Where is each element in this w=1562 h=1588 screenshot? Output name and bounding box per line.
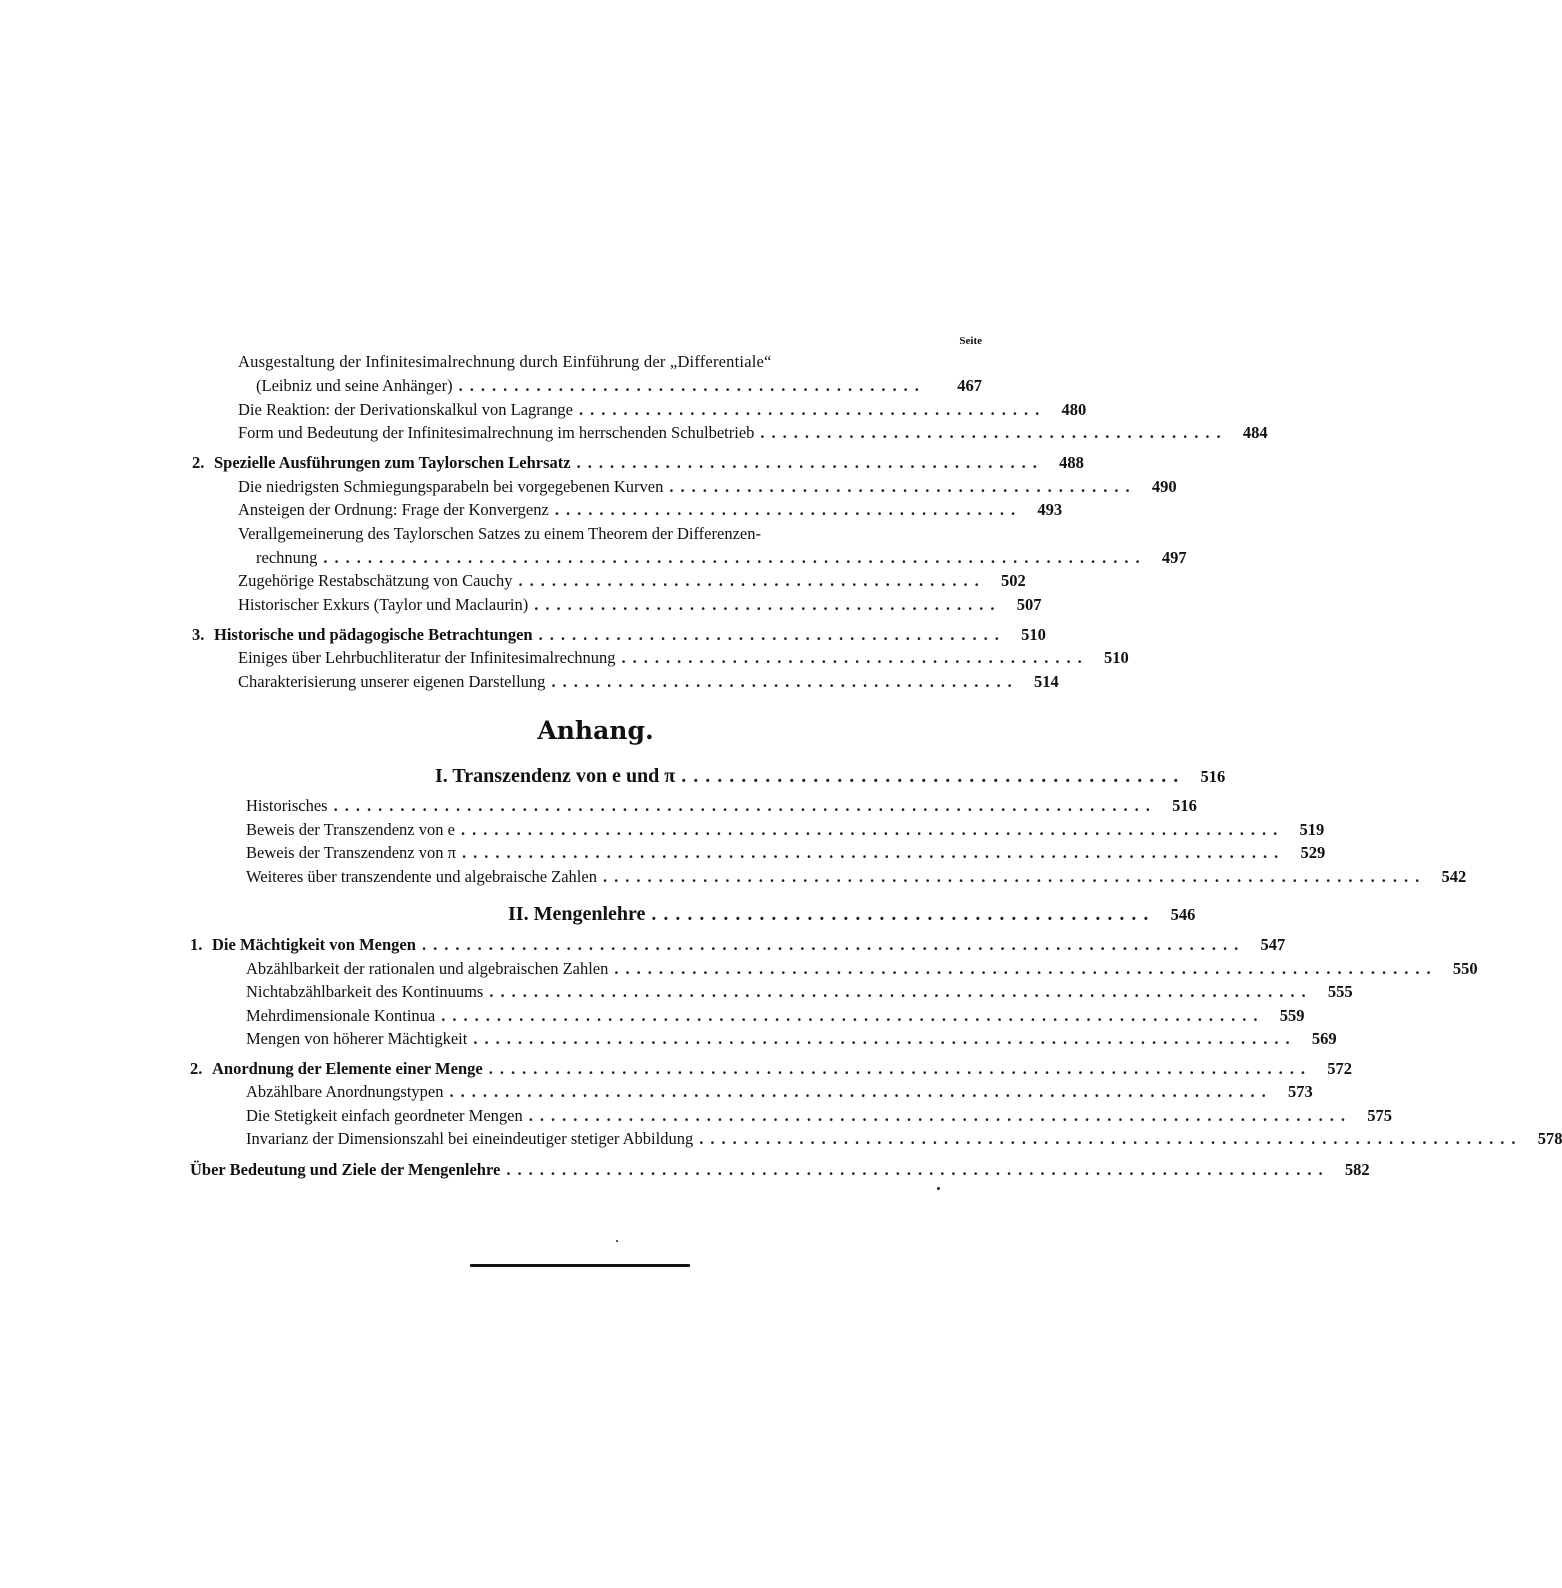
leader-dots: ..........................................: [538, 625, 1006, 644]
toc-entry-title: Über Bedeutung und Ziele der Mengenlehre: [190, 1160, 501, 1179]
toc-entry-number: 3.: [192, 625, 205, 644]
toc-entry-page: 510: [1021, 625, 1046, 644]
toc-entry-page: 510: [1104, 648, 1129, 667]
toc-entry-title: Historischer Exkurs (Taylor und Maclaurin): [238, 595, 529, 614]
section-heading-title: II. Mengenlehre: [508, 903, 646, 925]
toc-entry-page: 569: [1311, 1029, 1337, 1048]
toc-entry-title: Form und Bedeutung der Infinitesimalrechnung im herrschenden Schulbetrieb: [238, 423, 755, 442]
toc-entry: [246, 867, 1467, 887]
toc-entry-page: 490: [1151, 477, 1177, 496]
toc-entry: [246, 1129, 1562, 1149]
toc-entry-page: 493: [1037, 500, 1063, 519]
toc-entry-section: [192, 625, 1046, 645]
toc-entry-page: 484: [1242, 423, 1268, 442]
leader-dots: ..........................................: [760, 423, 1228, 442]
leader-dots: ..........................................................................: [449, 1082, 1273, 1101]
leader-dots: ..........................................: [551, 672, 1019, 691]
toc-entry: [238, 423, 1268, 443]
toc-entry-title: Abzählbare Anordnungstypen: [246, 1082, 444, 1101]
toc-entry-section: [190, 1059, 1352, 1079]
toc-entry-title: Ansteigen der Ordnung: Frage der Konvergenz: [238, 500, 549, 519]
toc-entry: [246, 1106, 1392, 1126]
toc-entry-section: [192, 453, 1084, 473]
toc-entry: [238, 400, 1087, 420]
toc-entry: [238, 571, 1026, 591]
toc-entry: [238, 524, 982, 544]
toc-entry-page: 502: [1000, 571, 1026, 590]
toc-entry: [246, 982, 1353, 1002]
leader-dots: ..........................................................................: [488, 1059, 1312, 1078]
section-heading-page: 516: [1200, 767, 1226, 786]
leader-dots: ..........................................: [518, 571, 986, 590]
leader-dots: ..........................................: [578, 400, 1047, 419]
toc-entry-title: Mengen von höherer Mächtigkeit: [246, 1029, 468, 1048]
leader-dots: ..........................................: [669, 477, 1137, 496]
toc-entry: [246, 843, 1326, 863]
toc-entry-title: Die niedrigsten Schmiegungsparabeln bei vorgegebenen Kurven: [238, 477, 664, 496]
leader-dots: ..........................................................................: [506, 1160, 1330, 1179]
section-heading-title: I. Transzendenz von e und π: [435, 765, 676, 787]
toc-entry-page: 516: [1172, 796, 1197, 815]
toc-entry-page: 573: [1288, 1082, 1313, 1101]
toc-entry-page: 507: [1016, 595, 1042, 614]
toc-entry: [256, 548, 1187, 568]
toc-entry: [238, 672, 1059, 692]
toc-entry-title: Invarianz der Dimensionszahl bei eineindeutiger stetiger Abbildung: [246, 1129, 694, 1148]
leader-dots: ..........................................: [534, 595, 1002, 614]
toc-entry-page: 529: [1300, 843, 1326, 862]
toc-entry-title: Spezielle Ausführungen zum Taylorschen Lehrsatz: [214, 453, 571, 472]
toc-entry-page: 542: [1441, 867, 1467, 886]
toc-entry-number: 1.: [190, 935, 203, 954]
toc-entry-page: 555: [1327, 982, 1353, 1001]
toc-entry-title: Einiges über Lehrbuchliteratur der Infinitesimalrechnung: [238, 648, 616, 667]
toc-entry-page: 497: [1161, 548, 1187, 567]
toc-entry-page: 488: [1059, 453, 1084, 472]
leader-dots: ..........................................................................: [441, 1006, 1265, 1025]
toc-entry-title: Ausgestaltung der Infinitesimalrechnung durch Einführung der „Differentiale“: [238, 352, 772, 371]
section-heading: [508, 902, 1196, 926]
leader-dots: ..........................................................................: [614, 959, 1438, 978]
toc-entry-title: rechnung: [256, 548, 318, 567]
anhang-title: Anhang.: [537, 716, 654, 745]
toc-entry-title: Weiteres über transzendente und algebraische Zahlen: [246, 867, 597, 886]
toc-entry-title: Anordnung der Elemente einer Menge: [212, 1059, 483, 1078]
toc-entry: [238, 500, 1063, 520]
toc-entry-page: 467: [957, 376, 982, 395]
toc-entry-title: Die Mächtigkeit von Mengen: [212, 935, 416, 954]
toc-entry: [238, 595, 1042, 615]
toc-entry-title: (Leibniz und seine Anhänger): [256, 376, 453, 395]
toc-entry: [256, 376, 982, 396]
toc-entry: [238, 648, 1129, 668]
toc-entry-title: Historisches: [246, 796, 328, 815]
toc-entry: [246, 959, 1478, 979]
toc-entry-title: Beweis der Transzendenz von e: [246, 820, 455, 839]
toc-entry-title: Charakterisierung unserer eigenen Darstellung: [238, 672, 546, 691]
toc-entry-title: Nichtabzählbarkeit des Kontinuums: [246, 982, 484, 1001]
toc-entry-title: Historische und pädagogische Betrachtungen: [214, 625, 533, 644]
section-heading: [435, 764, 1226, 788]
toc-entry-page: 559: [1279, 1006, 1305, 1025]
toc-entry-page: 514: [1033, 672, 1059, 691]
scan-speck: [937, 1187, 940, 1190]
leader-dots: ..........................................................................: [602, 867, 1427, 886]
toc-entry-page: 572: [1327, 1059, 1352, 1078]
toc-entry: [238, 352, 982, 372]
leader-dots: ..........................................................................: [460, 820, 1285, 839]
toc-entry-page: 578: [1537, 1129, 1562, 1148]
leader-dots: ..........................................................................: [421, 935, 1246, 954]
toc-entry-title: Zugehörige Restabschätzung von Cauchy: [238, 571, 513, 590]
toc-entry: [246, 820, 1325, 840]
scan-speck: [616, 1240, 618, 1242]
toc-entry: [246, 1029, 1337, 1049]
toc-entry-title: Die Reaktion: der Derivationskalkul von Lagrange: [238, 400, 573, 419]
leader-dots: ..........................................................................: [489, 982, 1313, 1001]
leader-dots: ..........................................................................: [323, 548, 1147, 567]
leader-dots: ..........................................: [681, 765, 1186, 787]
toc-entry: [246, 796, 1197, 816]
leader-dots: ..........................................: [651, 903, 1156, 925]
toc-entry-page: 575: [1367, 1106, 1392, 1125]
leader-dots: ..........................................................................: [473, 1029, 1297, 1048]
toc-entry: [246, 1082, 1313, 1102]
seite-label: Seite: [959, 335, 982, 347]
toc-entry-title: Mehrdimensionale Kontinua: [246, 1006, 436, 1025]
toc-entry-page: 480: [1061, 400, 1087, 419]
toc-entry: [246, 1006, 1305, 1026]
toc-entry-title: Abzählbarkeit der rationalen und algebraischen Zahlen: [246, 959, 609, 978]
toc-entry-title: Verallgemeinerung des Taylorschen Satzes zu einem Theorem der Differenzen-: [238, 524, 761, 543]
toc-entry: [238, 477, 1177, 497]
toc-entry-page: 547: [1260, 935, 1286, 954]
leader-dots: ..........................................................................: [528, 1106, 1352, 1125]
leader-dots: ..........................................: [458, 376, 926, 395]
toc-entry-number: 2.: [190, 1059, 203, 1078]
leader-dots: ..........................................: [621, 648, 1089, 667]
toc-entry-section: [190, 935, 1286, 955]
toc-entry-title: Die Stetigkeit einfach geordneter Mengen: [246, 1106, 523, 1125]
toc-entry-number: 2.: [192, 453, 205, 472]
leader-dots: ..........................................................................: [461, 843, 1286, 862]
toc-entry-title: Beweis der Transzendenz von π: [246, 843, 456, 862]
toc-entry-page: 582: [1344, 1160, 1370, 1179]
leader-dots: ..........................................................................: [333, 796, 1157, 815]
leader-dots: ..........................................................................: [699, 1129, 1523, 1148]
toc-entry-page: 519: [1299, 820, 1325, 839]
toc-entry-page: 550: [1452, 959, 1478, 978]
section-heading-page: 546: [1170, 905, 1196, 924]
toc-entry-section: [190, 1160, 1370, 1180]
leader-dots: ..........................................: [554, 500, 1023, 519]
leader-dots: ..........................................: [576, 453, 1044, 472]
closing-rule: [470, 1264, 690, 1267]
